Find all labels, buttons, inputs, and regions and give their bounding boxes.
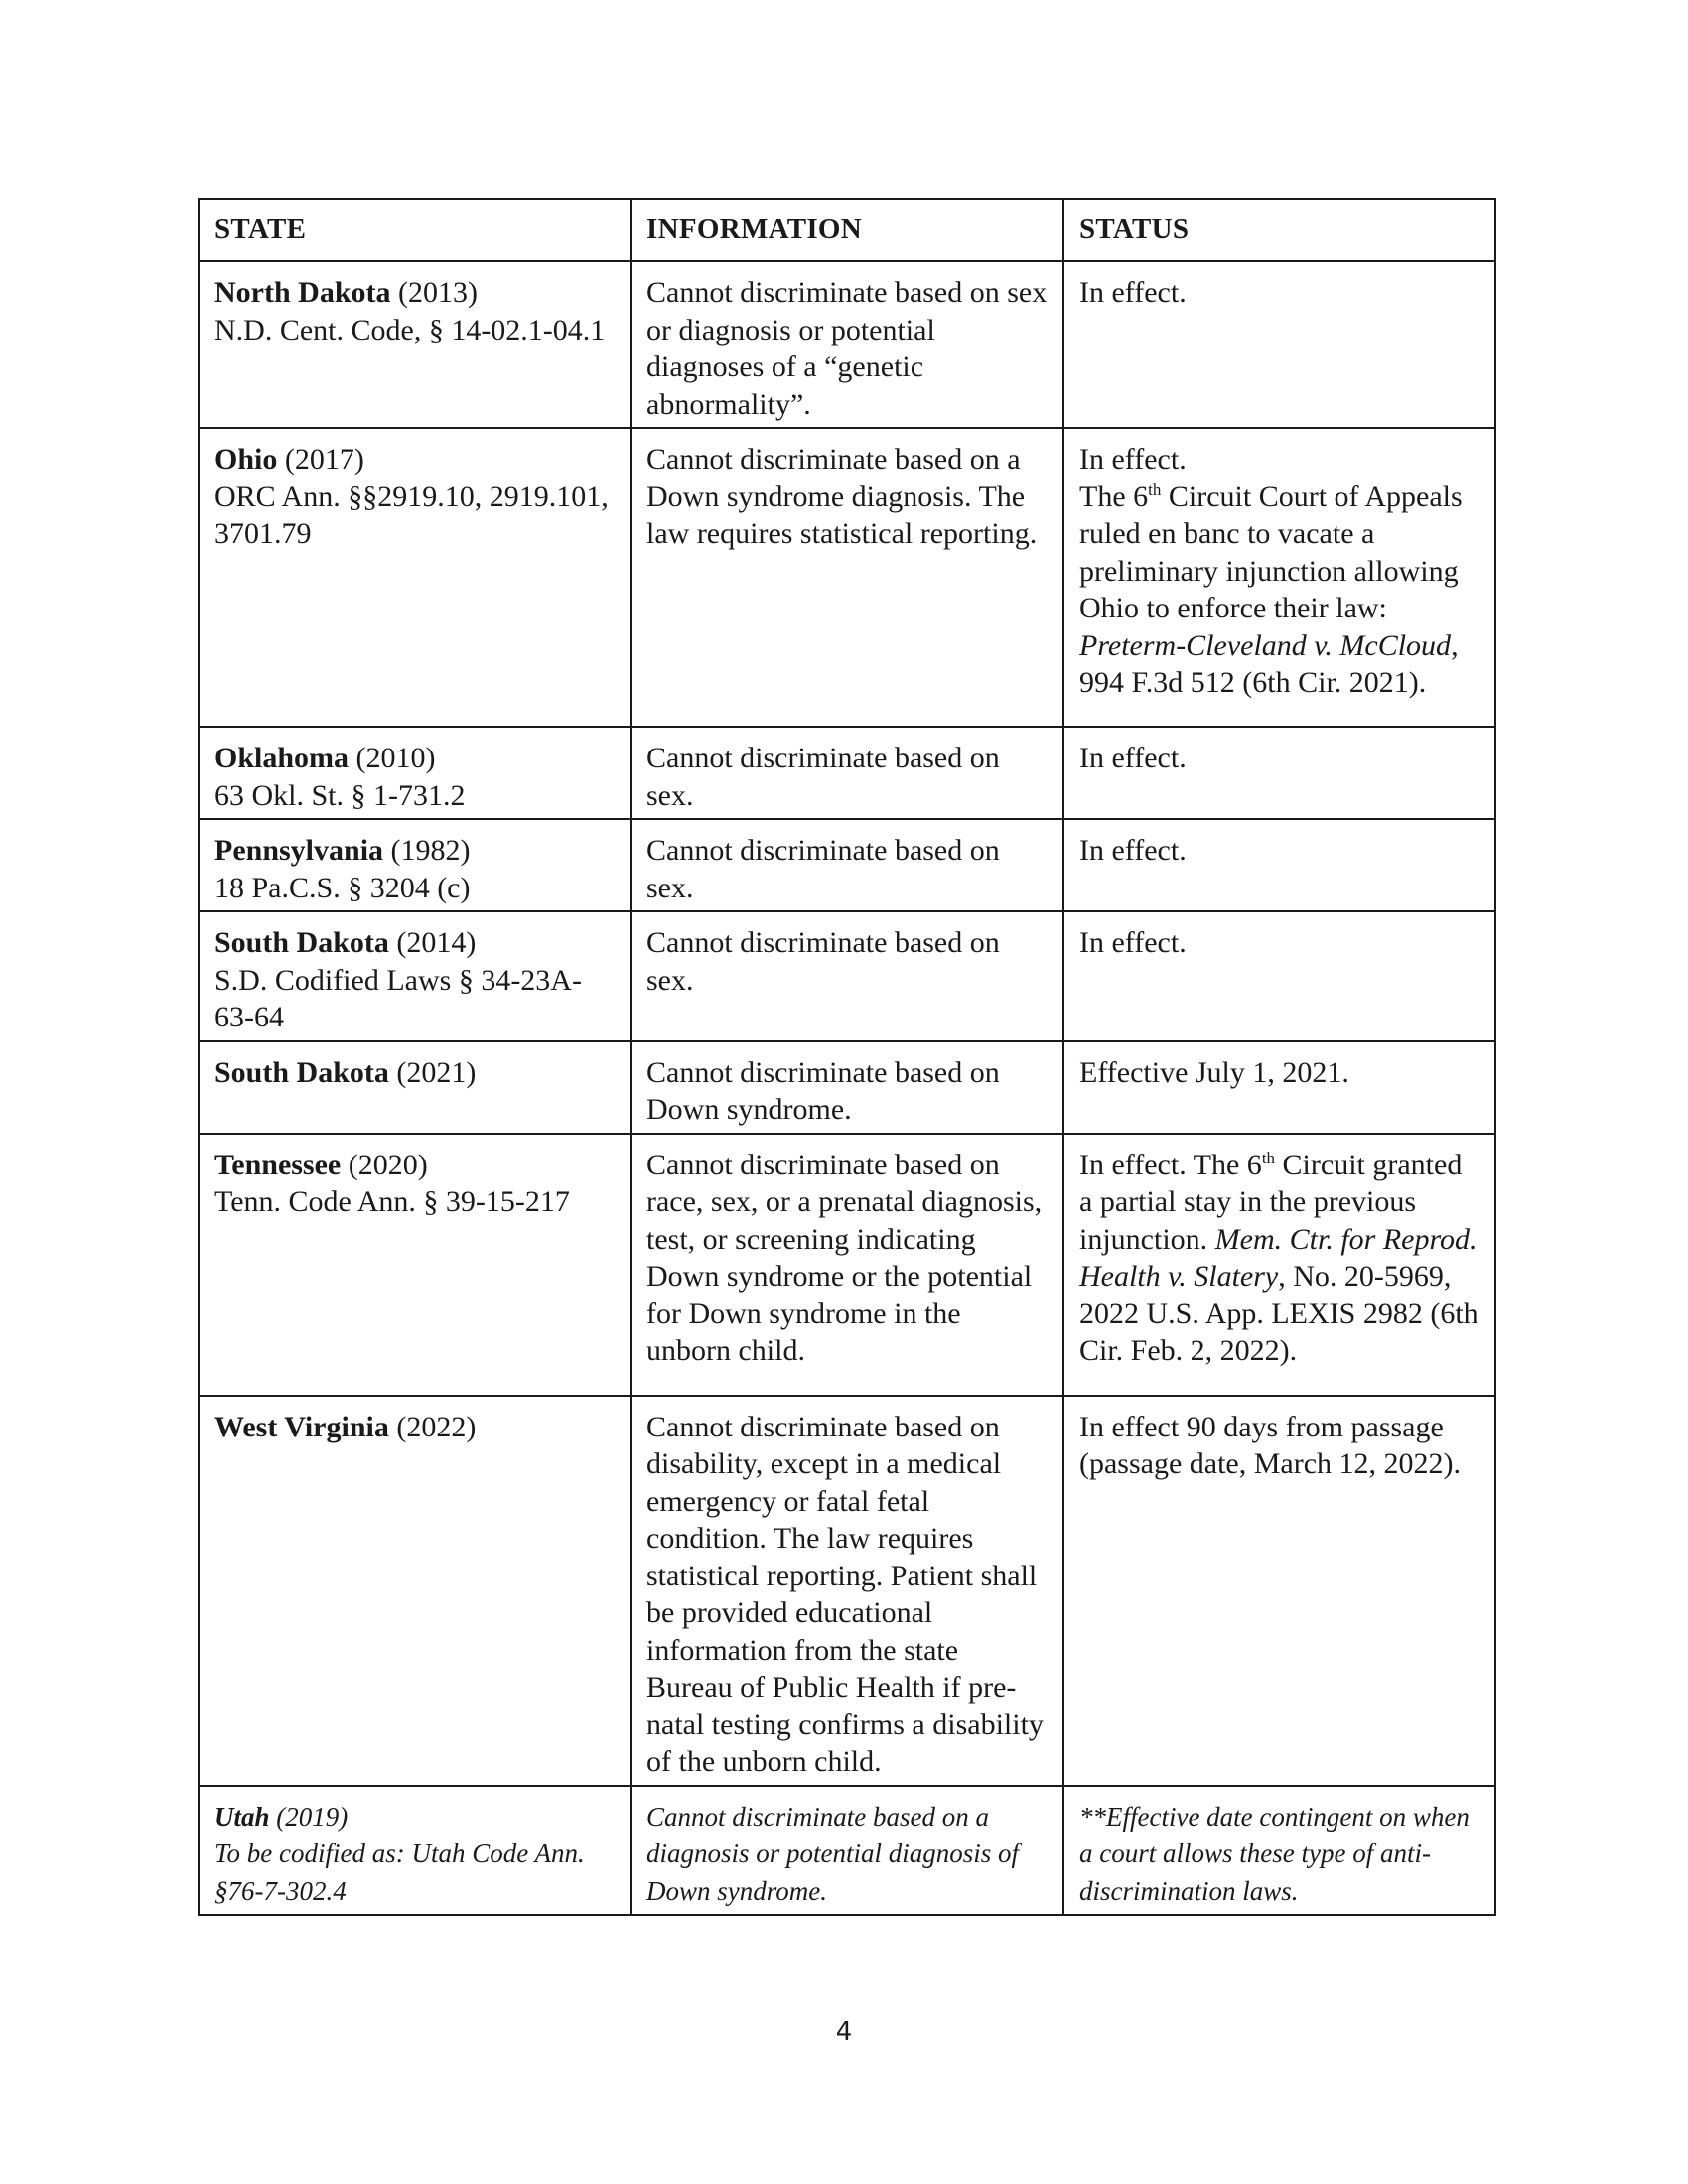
status-cell: Effective July 1, 2021. [1063, 1041, 1495, 1134]
state-year: (2013) [390, 276, 478, 309]
header-information: INFORMATION [631, 199, 1063, 261]
information-cell: Cannot discriminate based on sex. [631, 819, 1063, 911]
state-name: Ohio [214, 443, 278, 476]
header-state: STATE [199, 199, 631, 261]
status-cell: In effect. [1063, 727, 1495, 819]
status-cell: In effect. [1063, 261, 1495, 428]
state-cell [199, 1134, 631, 1396]
table-row [199, 1041, 1495, 1134]
status-line: In effect. [1079, 443, 1187, 476]
table-row [199, 1786, 1495, 1916]
state-cell [199, 261, 631, 428]
state-year: (2022) [388, 1410, 477, 1443]
information-cell: Cannot discriminate based on disability, except in a medical emergency or fatal fetal condition. The law requires statistical reporting. Patient shall be provided educational information from the state Bureau of Public Health if pre-natal testing confirms a disability of the unborn child. [631, 1396, 1063, 1786]
state-code: N.D. Cent. Code, § 14-02.1-04.1 [214, 313, 606, 346]
state-cell [199, 1786, 631, 1916]
state-name: South Dakota [214, 1055, 389, 1089]
status-cell: In effect. [1063, 819, 1495, 911]
status-cell: In effect 90 days from passage (passage date, March 12, 2022). [1063, 1396, 1495, 1786]
state-code: S.D. Codified Laws § 34-23A-63-64 [214, 963, 582, 1033]
table-row [199, 727, 1495, 819]
state-name: Oklahoma [214, 742, 350, 774]
state-year: (2014) [388, 926, 477, 959]
case-citation: Preterm-Cleveland v. McCloud [1079, 628, 1452, 662]
table-row [199, 911, 1495, 1041]
state-cell [199, 727, 631, 819]
table-row [199, 1396, 1495, 1786]
state-year: (2021) [388, 1055, 477, 1089]
state-code: To be codified as: Utah Code Ann. §76-7-302.4 [214, 1839, 585, 1906]
status-text: The 6 [1079, 479, 1149, 513]
table-header-row [199, 199, 1495, 261]
case-citation: Mem. Ctr. for Reprod. Health v. Slatery [1079, 1222, 1477, 1293]
status-text: Circuit granted a partial stay in the previous injunction. [1079, 1148, 1463, 1256]
status-cell: **Effective date contingent on when a court allows these type of anti-discrimination laws. [1063, 1786, 1495, 1916]
state-name: West Virginia [214, 1410, 389, 1443]
status-cell [1063, 1134, 1495, 1396]
status-cell: In effect. [1063, 911, 1495, 1041]
table-row [199, 1134, 1495, 1396]
information-cell: Cannot discriminate based on a diagnosis or potential diagnosis of Down syndrome. [631, 1786, 1063, 1916]
state-cell [199, 911, 631, 1041]
information-cell: Cannot discriminate based on race, sex, or a prenatal diagnosis, test, or screening indicating Down syndrome or the potential for Down syndrome in the unborn child. [631, 1134, 1063, 1396]
status-text: In effect. The 6 [1079, 1148, 1262, 1181]
state-name: Tennessee [214, 1148, 342, 1181]
table-row [199, 261, 1495, 428]
ordinal-suffix: th [1148, 479, 1162, 499]
state-name: Utah [214, 1801, 270, 1832]
information-cell: Cannot discriminate based on sex. [631, 911, 1063, 1041]
state-year: (2019) [269, 1801, 349, 1832]
state-name: South Dakota [214, 926, 389, 959]
header-status: STATUS [1063, 199, 1495, 261]
state-code: Tenn. Code Ann. § 39-15-217 [214, 1185, 570, 1218]
state-year: (2010) [349, 742, 436, 774]
state-year: (2017) [277, 443, 364, 476]
state-cell [199, 1396, 631, 1786]
status-cell [1063, 428, 1495, 727]
state-name: North Dakota [214, 276, 391, 309]
page-number: 4 [835, 2017, 853, 2047]
state-name: Pennsylvania [214, 834, 384, 867]
status-text: , No. 20-5969, 2022 U.S. App. LEXIS 2982 (6th Cir. Feb. 2, 2022). [1079, 1260, 1478, 1367]
state-code: 63 Okl. St. § 1-731.2 [214, 778, 466, 812]
state-law-table [198, 198, 1496, 1916]
information-cell: Cannot discriminate based on Down syndrome. [631, 1041, 1063, 1134]
state-code: ORC Ann. §§2919.10, 2919.101, 3701.79 [214, 479, 609, 550]
state-cell [199, 819, 631, 911]
ordinal-suffix: th [1261, 1148, 1276, 1167]
table-row [199, 428, 1495, 727]
state-cell [199, 1041, 631, 1134]
state-code: 18 Pa.C.S. § 3204 (c) [214, 871, 471, 904]
information-cell: Cannot discriminate based on a Down syndrome diagnosis. The law requires statistical reporting. [631, 428, 1063, 727]
information-cell: Cannot discriminate based on sex. [631, 727, 1063, 819]
status-text: , 994 F.3d 512 (6th Cir. 2021). [1079, 628, 1459, 699]
state-cell [199, 428, 631, 727]
status-text: Circuit Court of Appeals ruled en banc to vacate a preliminary injunction allowing Ohio to enforce their law: [1079, 479, 1463, 624]
information-cell: Cannot discriminate based on sex or diagnosis or potential diagnoses of a “genetic abnormality”. [631, 261, 1063, 428]
state-year: (2020) [341, 1148, 428, 1181]
table-row [199, 819, 1495, 911]
state-year: (1982) [383, 834, 471, 867]
